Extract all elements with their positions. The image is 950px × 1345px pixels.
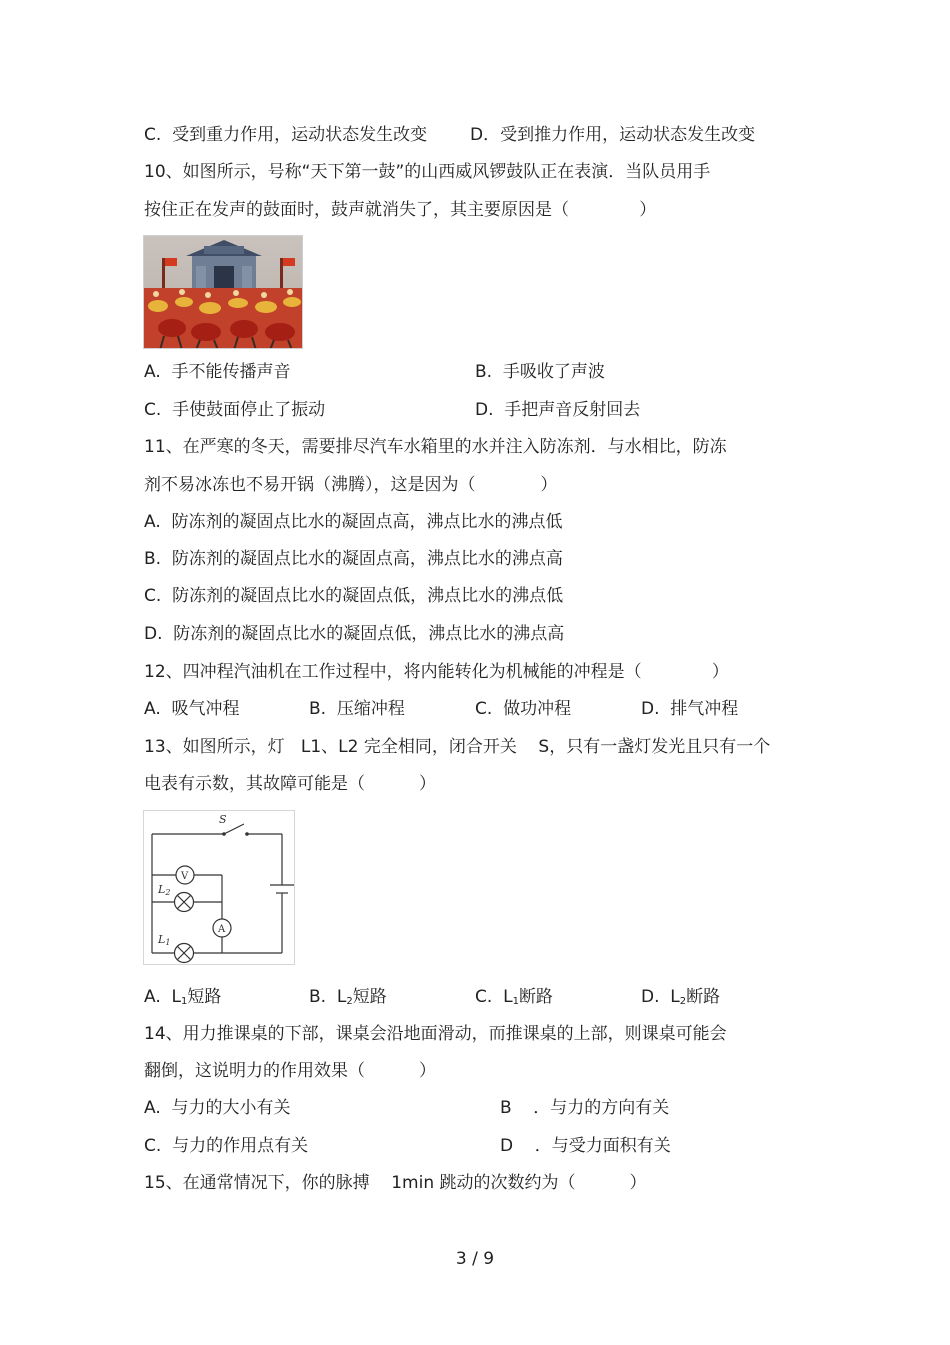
lamp-l2-icon: [175, 893, 194, 912]
switch-contact-icon: [245, 832, 249, 836]
switch-contact-icon: [222, 832, 226, 836]
q10-option-c: C. 手使鼓面停止了振动: [144, 400, 326, 420]
q12-option-d: D. 排气冲程: [641, 699, 739, 719]
q15-stem: 15、在通常情况下，你的脉搏 1min 跳动的次数约为（ ）: [144, 1173, 647, 1193]
drum-performance-photo: [143, 235, 303, 349]
q10-stem-line1: 10、如图所示，号称“天下第一鼓”的山西威风锣鼓队正在表演．当队员用手: [144, 162, 711, 182]
q11-option-a: A. 防冻剂的凝固点比水的凝固点高，沸点比水的沸点低: [144, 512, 563, 532]
q12-option-b: B. 压缩冲程: [309, 699, 405, 719]
ammeter-label: A: [218, 924, 226, 935]
q13-stem-line2: 电表有示数，其故障可能是（ ）: [144, 774, 437, 794]
q13-option-a: A. $L_1$短路: [144, 987, 222, 1007]
q11-option-d: D. 防冻剂的凝固点比水的凝固点低，沸点比水的沸点高: [144, 624, 565, 644]
lamp-l1-icon: [175, 944, 194, 963]
lamp-l1-label: L1: [158, 933, 171, 947]
q13-stem-line1: 13、如图所示，灯 L1、L2 完全相同，闭合开关 S，只有一盏灯发光且只有一个: [144, 737, 771, 757]
q13-option-c: C. $L_1$断路: [475, 987, 553, 1007]
q13-option-d: D. $L_2$断路: [641, 987, 721, 1007]
drum-photo-illustration: [144, 236, 303, 349]
q13-option-b: B. $L_2$短路: [309, 987, 387, 1007]
page-number: 3 / 9: [455, 1249, 495, 1269]
q14-option-d: D ．与受力面积有关: [500, 1136, 671, 1156]
q12-option-a: A. 吸气冲程: [144, 699, 240, 719]
voltmeter-label: V: [181, 871, 189, 882]
q11-stem-line1: 11、在严寒的冬天，需要排尽汽车水箱里的水并注入防冻剂．与水相比，防冻: [144, 437, 727, 457]
q9-option-c: C. 受到重力作用，运动状态发生改变: [144, 125, 428, 145]
q11-stem-line2: 剂不易冰冻也不易开锅（沸腾），这是因为（ ）: [144, 475, 558, 495]
q14-option-b: B ．与力的方向有关: [500, 1098, 670, 1118]
q10-stem-line2: 按住正在发声的鼓面时，鼓声就消失了，其主要原因是（ ）: [144, 200, 657, 220]
q14-option-a: A. 与力的大小有关: [144, 1098, 291, 1118]
circuit-svg: [144, 811, 295, 965]
lamp-l2-label: L2: [158, 883, 171, 897]
switch-label: S: [219, 813, 227, 826]
q12-option-c: C. 做功冲程: [475, 699, 572, 719]
q14-stem-line2: 翻倒，这说明力的作用效果（ ）: [144, 1061, 437, 1081]
q10-option-a: A. 手不能传播声音: [144, 362, 291, 382]
q12-stem: 12、四冲程汽油机在工作过程中，将内能转化为机械能的冲程是（ ）: [144, 662, 729, 682]
q11-option-c: C. 防冻剂的凝固点比水的凝固点低，沸点比水的沸点低: [144, 586, 564, 606]
q14-stem-line1: 14、用力推课桌的下部，课桌会沿地面滑动，而推课桌的上部，则课桌可能会: [144, 1024, 727, 1044]
circuit-diagram: [143, 810, 295, 965]
q10-option-b: B. 手吸收了声波: [475, 362, 605, 382]
q10-option-d: D. 手把声音反射回去: [475, 400, 641, 420]
q9-option-d: D．受到推力作用，运动状态发生改变: [470, 125, 756, 145]
q14-option-c: C. 与力的作用点有关: [144, 1136, 309, 1156]
q11-option-b: B. 防冻剂的凝固点比水的凝固点高，沸点比水的沸点高: [144, 549, 563, 569]
